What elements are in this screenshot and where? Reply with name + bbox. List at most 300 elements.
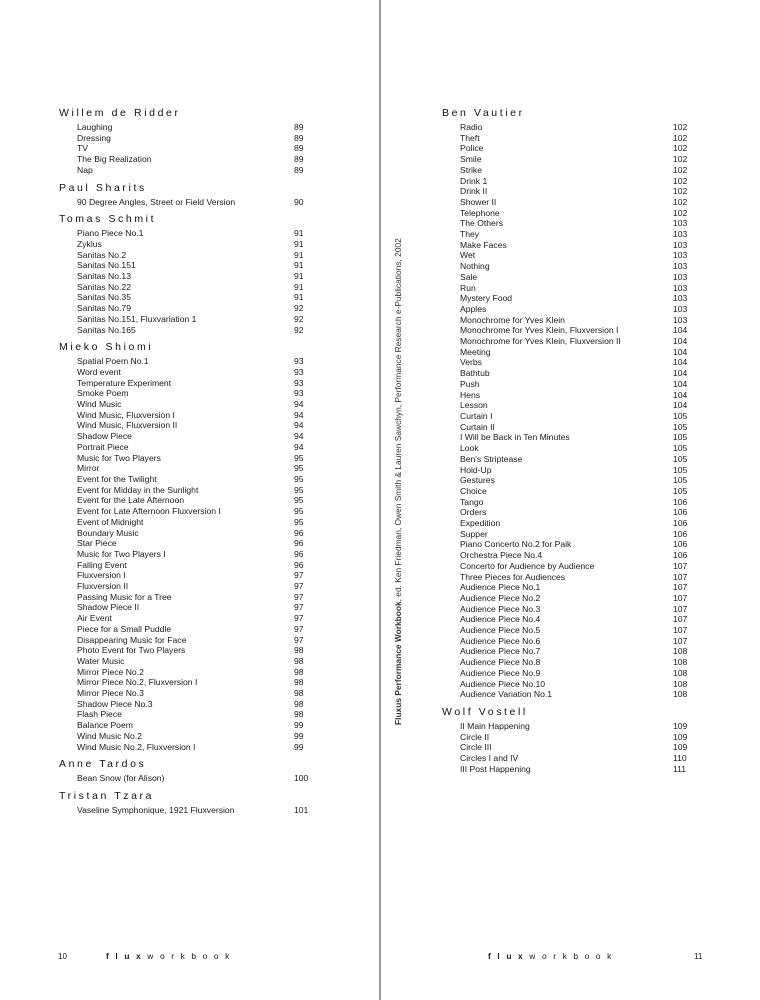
page-reference: 97 (294, 570, 304, 581)
index-entry (442, 572, 687, 583)
index-entry (442, 283, 687, 294)
index-entry (59, 581, 304, 592)
page-reference: 91 (294, 292, 304, 303)
index-entry (442, 593, 687, 604)
index-entry (442, 582, 687, 593)
work-title: Fluxversion I (77, 570, 126, 581)
page-reference: 98 (294, 677, 304, 688)
page-reference: 104 (673, 378, 688, 389)
index-entry (442, 529, 687, 540)
work-title: Meeting (460, 346, 491, 357)
work-title: Star Piece (77, 538, 117, 549)
index-entry (442, 133, 687, 144)
work-title: Dressing (77, 132, 111, 143)
right-page-number: 11 (694, 952, 703, 961)
left-page-index (59, 107, 309, 816)
index-entry (442, 261, 687, 272)
work-title: Photo Event for Two Players (77, 645, 186, 656)
page-reference: 102 (673, 207, 688, 218)
footer-logo-flux: flux (106, 951, 148, 961)
work-title: Apples (460, 303, 487, 314)
artist-section (442, 706, 687, 775)
artist-section (59, 213, 304, 335)
work-title: Audience Piece No.7 (460, 646, 541, 657)
page-reference: 97 (294, 591, 304, 602)
page-reference: 98 (294, 655, 304, 666)
index-entry (59, 292, 304, 303)
index-entry (59, 677, 304, 688)
page-reference: 106 (673, 507, 688, 518)
work-title: Flash Piece (77, 709, 122, 720)
index-entry (59, 773, 309, 784)
index-entry (59, 624, 304, 635)
index-entry (59, 228, 304, 239)
work-title: Drink 1 (460, 175, 488, 186)
work-title: Audience Piece No.1 (460, 582, 541, 593)
index-entry (59, 645, 304, 656)
work-title: Audience Piece No.3 (460, 603, 541, 614)
page-reference: 107 (673, 592, 688, 603)
footer-logo-workbook: workbook (147, 951, 236, 961)
index-entry (59, 517, 304, 528)
page-reference: 107 (673, 614, 688, 625)
index-entry (442, 732, 687, 743)
work-title: TV (77, 143, 88, 154)
index-entry (442, 443, 687, 454)
page-reference: 104 (673, 389, 688, 400)
work-title: Laughing (77, 122, 113, 132)
index-entry (59, 667, 304, 678)
page-reference: 106 (673, 539, 688, 550)
work-title: Boundary Music (77, 527, 139, 538)
index-entry (442, 411, 687, 422)
work-title: Audience Variation No.1 (460, 689, 553, 700)
index-entry (442, 454, 687, 465)
artist-name: Willem de Ridder (59, 107, 181, 119)
spine-book-title: Fluxus Performance Workbook (393, 601, 403, 725)
work-title: Nap (77, 164, 93, 175)
work-title: Supper (460, 528, 488, 539)
page-reference: 102 (673, 196, 688, 207)
right-page-index (442, 107, 687, 774)
work-title: Wet (460, 250, 476, 261)
page-reference: 107 (673, 571, 688, 582)
work-title: Audience Piece No.6 (460, 635, 541, 646)
artist-section (59, 758, 309, 784)
index-entry (442, 721, 687, 732)
page-reference: 98 (294, 709, 304, 720)
work-title: Sanitas No.2 (77, 249, 127, 260)
work-title: 90 Degree Angles, Street or Field Version (77, 196, 236, 207)
index-entry (59, 688, 304, 699)
page-reference: 105 (673, 421, 688, 432)
index-entry (442, 325, 687, 336)
index-entry (442, 347, 687, 358)
work-title: Fluxversion II (77, 581, 129, 592)
page-reference: 105 (673, 485, 688, 496)
index-entry (59, 260, 304, 271)
artist-name: Tristan Tzara (59, 789, 155, 802)
index-entry (442, 753, 687, 764)
work-title: Sanitas No.151, Fluxvariation 1 (77, 313, 197, 324)
index-entry (59, 804, 309, 816)
page-reference: 108 (673, 667, 688, 678)
page-reference: 105 (673, 475, 688, 486)
work-title: Event for the Late Afternoon (77, 495, 185, 506)
work-title: Wind Music, Fluxversion II (77, 420, 178, 431)
artist-section (442, 107, 687, 700)
work-title: Zyklus (77, 238, 102, 249)
page-reference: 96 (294, 548, 304, 559)
work-title: Lesson (460, 400, 488, 411)
page-reference: 107 (673, 625, 688, 636)
work-title: Ben's Striptease (460, 453, 523, 464)
index-entry (442, 657, 687, 668)
index-entry (442, 218, 687, 229)
spine-credit: , ed. Ken Friedman, Owen Smith & Lauren Sawchyn, Performance Research e-Publications, 2002 (393, 238, 403, 602)
page-reference: 103 (673, 271, 688, 282)
page-reference: 90 (294, 196, 304, 207)
work-title: Mirror Piece No.2 (77, 666, 144, 677)
index-entry (59, 282, 304, 293)
index-entry (59, 271, 304, 282)
index-entry (59, 709, 304, 720)
index-entry (59, 442, 304, 453)
index-entry (59, 485, 304, 496)
footer-logo-flux: flux (488, 951, 530, 961)
page-reference: 104 (673, 336, 688, 347)
index-entry (442, 497, 687, 508)
page-reference: 106 (673, 518, 688, 529)
index-entry (442, 764, 687, 775)
index-entry (442, 432, 687, 443)
index-entry (59, 325, 304, 336)
work-title: Event of Midnight (77, 516, 144, 527)
footer-logo-right (488, 951, 618, 961)
index-entry (59, 356, 304, 367)
index-entry (442, 250, 687, 261)
index-entry (59, 420, 304, 431)
work-title: Air Event (77, 613, 112, 624)
index-entry (442, 154, 687, 165)
index-entry (442, 475, 687, 486)
work-title: Nothing (460, 261, 490, 272)
work-title: Circle III (460, 742, 492, 753)
page-reference: 106 (673, 496, 688, 507)
index-entry (442, 422, 687, 433)
index-entry (442, 368, 687, 379)
index-entry (442, 186, 687, 197)
work-title: Shower II (460, 196, 497, 207)
index-entry (59, 250, 304, 261)
index-entry (59, 431, 304, 442)
index-entry (59, 549, 304, 560)
page-reference: 91 (294, 238, 304, 249)
page-reference: 92 (294, 303, 304, 314)
page-reference: 103 (673, 218, 688, 229)
work-title: Radio (460, 122, 483, 132)
work-title: Gestures (460, 475, 495, 486)
page-reference: 107 (673, 582, 688, 593)
work-title: Audience Piece No.8 (460, 657, 541, 668)
page-reference: 102 (673, 175, 688, 186)
work-title: Sanitas No.165 (77, 324, 136, 335)
artist-section (59, 107, 304, 176)
artist-name: Ben Vautier (442, 107, 525, 119)
index-entry (59, 570, 304, 581)
page-reference: 97 (294, 581, 304, 592)
index-entry (59, 239, 304, 250)
work-title: Smoke Poem (77, 388, 129, 399)
index-entry (442, 518, 687, 529)
work-title: Mirror Piece No.3 (77, 688, 144, 699)
index-entry (442, 539, 687, 550)
work-title: Make Faces (460, 239, 507, 250)
index-entry (442, 646, 687, 657)
work-title: Event for Late Afternoon Fluxversion I (77, 506, 221, 517)
page-reference: 96 (294, 527, 304, 538)
page-reference: 102 (673, 132, 688, 143)
work-title: Mirror (77, 463, 100, 474)
work-title: They (460, 229, 480, 240)
page-reference: 107 (673, 635, 688, 646)
index-entry (59, 699, 304, 710)
page-reference: 91 (294, 271, 304, 282)
page-reference: 108 (673, 678, 688, 689)
page-reference: 99 (294, 741, 304, 752)
left-page-number: 10 (58, 952, 67, 961)
page-reference: 105 (673, 432, 688, 443)
work-title: Shadow Piece (77, 431, 132, 442)
page-reference: 106 (673, 528, 688, 539)
work-title: Circles I and IV (460, 753, 519, 764)
work-title: Sanitas No.22 (77, 281, 131, 292)
page-reference: 93 (294, 366, 304, 377)
index-entry (59, 506, 304, 517)
work-title: Hens (460, 389, 481, 400)
index-entry (442, 293, 687, 304)
page-reference: 102 (673, 164, 688, 175)
page-reference: 91 (294, 260, 304, 271)
work-title: Smile (460, 154, 482, 165)
index-entry (442, 379, 687, 390)
index-entry (442, 507, 687, 518)
page-reference: 110 (673, 753, 687, 764)
page-reference: 103 (673, 303, 688, 314)
page-reference: 95 (294, 495, 304, 506)
work-title: Piano Piece No.1 (77, 228, 144, 239)
index-entry (59, 731, 304, 742)
work-title: Vaseline Symphonique, 1921 Fluxversion (77, 804, 235, 815)
artist-section (59, 182, 304, 208)
index-entry (59, 495, 304, 506)
page-reference: 97 (294, 613, 304, 624)
page-reference: 103 (673, 261, 688, 272)
index-entry (442, 336, 687, 347)
index-entry (442, 614, 687, 625)
footer-logo-workbook: workbook (529, 951, 618, 961)
page-reference: 108 (673, 657, 688, 668)
index-entry (442, 315, 687, 326)
index-entry (59, 303, 304, 314)
page-reference: 111 (673, 763, 687, 774)
page-reference: 94 (294, 420, 304, 431)
page-reference: 97 (294, 602, 304, 613)
page-reference: 92 (294, 324, 304, 335)
work-title: Wind Music No.2, Fluxversion I (77, 741, 196, 752)
page-reference: 105 (673, 410, 688, 421)
page-reference: 105 (673, 443, 688, 454)
page-reference: 95 (294, 463, 304, 474)
page-reference: 98 (294, 666, 304, 677)
page-reference: 93 (294, 356, 304, 367)
work-title: Event for the Twilight (77, 473, 157, 484)
index-entry (442, 143, 687, 154)
index-entry (59, 635, 304, 646)
index-entry (442, 304, 687, 315)
work-title: Piano Concerto No.2 for Paik (460, 539, 572, 550)
work-title: Audience Piece No.2 (460, 592, 541, 603)
artist-name: Mieko Shiomi (59, 341, 154, 354)
work-title: Concerto for Audience by Audience (460, 560, 595, 571)
page-reference: 91 (294, 249, 304, 260)
page-reference: 89 (294, 122, 304, 132)
work-title: Monochrome for Yves Klein, Fluxversion II (460, 336, 621, 347)
footer-logo-left (106, 951, 236, 961)
page-reference: 108 (673, 689, 688, 700)
spine-credit-line (393, 238, 403, 725)
index-entry (59, 463, 304, 474)
artist-section (59, 341, 304, 752)
index-entry (442, 197, 687, 208)
work-title: Choice (460, 485, 487, 496)
index-entry (59, 613, 304, 624)
index-entry (59, 367, 304, 378)
work-title: Audience Piece No.5 (460, 625, 541, 636)
work-title: Police (460, 143, 484, 154)
work-title: Circle II (460, 731, 490, 742)
page-reference: 103 (673, 239, 688, 250)
page-reference: 93 (294, 377, 304, 388)
index-entry (59, 410, 304, 421)
index-entry (59, 122, 304, 133)
index-entry (442, 604, 687, 615)
work-title: Water Music (77, 655, 125, 666)
work-title: Sanitas No.151 (77, 260, 136, 271)
page-reference: 103 (673, 282, 688, 293)
page-reference: 98 (294, 688, 304, 699)
work-title: Disappearing Music for Face (77, 634, 187, 645)
work-title: Passing Music for a Tree (77, 591, 172, 602)
index-entry (59, 133, 304, 144)
page-reference: 96 (294, 559, 304, 570)
work-title: Sanitas No.13 (77, 271, 131, 282)
index-entry (442, 550, 687, 561)
page-reference: 98 (294, 698, 304, 709)
index-entry (442, 465, 687, 476)
page-reference: 94 (294, 409, 304, 420)
index-entry (59, 742, 304, 753)
artist-name: Anne Tardos (59, 758, 147, 771)
work-title: Event for Midday in the Sunlight (77, 484, 199, 495)
work-title: Look (460, 443, 479, 454)
work-title: Wind Music (77, 399, 122, 410)
index-entry (59, 538, 304, 549)
index-entry (442, 561, 687, 572)
index-entry (59, 197, 304, 208)
page-reference: 95 (294, 452, 304, 463)
page-reference: 103 (673, 314, 688, 325)
page-reference: 104 (673, 400, 688, 411)
index-entry (59, 314, 304, 325)
work-title: Audience Piece No.4 (460, 614, 541, 625)
index-entry (59, 388, 304, 399)
index-entry (442, 636, 687, 647)
index-entry (442, 486, 687, 497)
page-reference: 94 (294, 431, 304, 442)
page-reference: 96 (294, 538, 304, 549)
page-reference: 102 (673, 143, 688, 154)
page-reference: 102 (673, 154, 688, 165)
page-reference: 91 (294, 228, 304, 239)
work-title: Tango (460, 496, 484, 507)
index-entry (442, 176, 687, 187)
artist-section (59, 789, 309, 816)
work-title: Monochrome for Yves Klein, Fluxversion I (460, 325, 619, 336)
work-title: Word event (77, 366, 121, 377)
page-reference: 107 (673, 560, 688, 571)
work-title: Orders (460, 507, 487, 518)
page-reference: 102 (673, 186, 688, 197)
work-title: Audience Piece No.9 (460, 667, 541, 678)
index-entry (442, 400, 687, 411)
work-title: Sanitas No.35 (77, 292, 131, 303)
index-entry (59, 592, 304, 603)
page-reference: 109 (673, 731, 688, 742)
index-entry (442, 742, 687, 753)
index-entry (59, 399, 304, 410)
page-reference: 108 (673, 646, 688, 657)
work-title: Expedition (460, 518, 501, 529)
page-reference: 89 (294, 132, 304, 143)
page-reference: 95 (294, 484, 304, 495)
work-title: The Others (460, 218, 503, 229)
index-entry (59, 453, 304, 464)
index-entry (442, 208, 687, 219)
work-title: Sanitas No.79 (77, 303, 131, 314)
page-reference: 107 (673, 603, 688, 614)
page-reference: 104 (673, 346, 688, 357)
page-reference: 105 (673, 464, 688, 475)
work-title: Drink II (460, 186, 488, 197)
work-title: Curtain II (460, 421, 495, 432)
page-reference: 109 (673, 720, 688, 731)
index-entry (59, 154, 304, 165)
work-title: I Will be Back in Ten Minutes (460, 432, 570, 443)
index-entry (59, 560, 304, 571)
work-title: Balance Poem (77, 720, 133, 731)
work-title: Curtain I (460, 410, 493, 421)
work-title: Shadow Piece No.3 (77, 698, 153, 709)
page-reference: 104 (673, 368, 688, 379)
page-reference: 97 (294, 623, 304, 634)
page-reference: 104 (673, 357, 688, 368)
index-entry (442, 165, 687, 176)
work-title: Push (460, 378, 480, 389)
index-entry (59, 602, 304, 613)
page-reference: 103 (673, 250, 688, 261)
index-entry (442, 668, 687, 679)
